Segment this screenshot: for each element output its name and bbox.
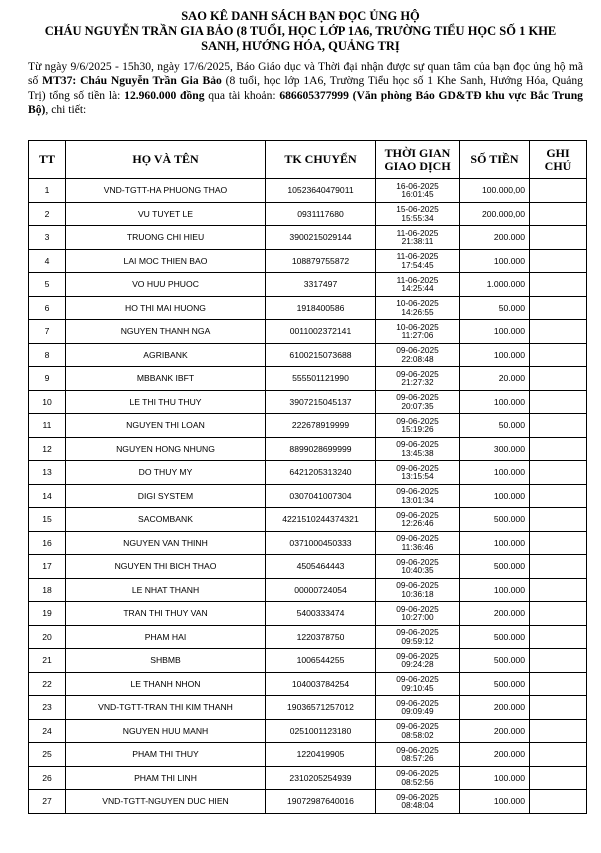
cell-date: 09-06-2025	[396, 627, 439, 638]
table-row	[29, 461, 587, 485]
table-row	[29, 766, 587, 790]
cell-note	[530, 390, 587, 414]
cell-amount: 500.000	[460, 649, 530, 673]
cell-tt: 27	[29, 790, 66, 814]
cell-amount: 100.000	[460, 249, 530, 273]
cell-tt: 1	[29, 179, 66, 203]
cell-amount: 500.000	[460, 508, 530, 532]
cell-account: 0307041007304	[266, 484, 376, 508]
cell-name: VND-TGTT-TRAN THI KIM THANH	[66, 696, 266, 720]
cell-note	[530, 649, 587, 673]
table-row	[29, 414, 587, 438]
cell-time	[376, 649, 460, 673]
cell-amount: 100.000	[460, 390, 530, 414]
cell-clock: 16:01:45	[401, 189, 434, 200]
cell-time	[376, 367, 460, 391]
cell-amount: 50.000	[460, 414, 530, 438]
table-row	[29, 578, 587, 602]
donor-table	[28, 140, 587, 814]
cell-name: NGUYEN THANH NGA	[66, 320, 266, 344]
cell-date: 11-06-2025	[396, 227, 439, 238]
cell-account: 8899028699999	[266, 437, 376, 461]
receiving-account: 686605377999 (Văn phòng Báo GD&TĐ khu vực Bắc Trung Bộ)	[28, 88, 583, 117]
cell-clock: 11:36:46	[401, 541, 434, 552]
cell-name: AGRIBANK	[66, 343, 266, 367]
cell-name: NGUYEN THI LOAN	[66, 414, 266, 438]
cell-date: 09-06-2025	[396, 603, 439, 614]
intro-text-3: qua tài khoản:	[204, 88, 280, 102]
cell-time	[376, 555, 460, 579]
title-line-1: SAO KÊ DANH SÁCH BẠN ĐỌC ỦNG HỘ	[181, 9, 420, 23]
header-time	[376, 141, 460, 179]
cell-time	[376, 226, 460, 250]
cell-tt: 6	[29, 296, 66, 320]
cell-account: 1006544255	[266, 649, 376, 673]
cell-time	[376, 672, 460, 696]
cell-tt: 18	[29, 578, 66, 602]
cell-tt: 10	[29, 390, 66, 414]
cell-clock: 09:10:45	[401, 682, 434, 693]
cell-clock: 10:40:35	[401, 565, 434, 576]
cell-amount: 100.000	[460, 766, 530, 790]
cell-clock: 09:09:49	[401, 706, 434, 717]
cell-date: 09-06-2025	[396, 744, 439, 755]
table-row	[29, 437, 587, 461]
cell-name: TRAN THI THUY VAN	[66, 602, 266, 626]
cell-time	[376, 719, 460, 743]
cell-date: 09-06-2025	[396, 415, 439, 426]
cell-note	[530, 696, 587, 720]
cell-tt: 13	[29, 461, 66, 485]
cell-account: 00000724054	[266, 578, 376, 602]
cell-clock: 13:01:34	[401, 494, 434, 505]
cell-time	[376, 273, 460, 297]
table-row	[29, 226, 587, 250]
table-row	[29, 602, 587, 626]
cell-account: 3900215029144	[266, 226, 376, 250]
cell-clock: 20:07:35	[401, 400, 434, 411]
cell-tt: 4	[29, 249, 66, 273]
cell-clock: 08:52:56	[401, 776, 434, 787]
cell-name: HO THI MAI HUONG	[66, 296, 266, 320]
table-row	[29, 625, 587, 649]
cell-name: PHAM THI LINH	[66, 766, 266, 790]
cell-name: LE NHAT THANH	[66, 578, 266, 602]
cell-name: SHBMB	[66, 649, 266, 673]
cell-note	[530, 320, 587, 344]
cell-name: VND-TGTT-HA PHUONG THAO	[66, 179, 266, 203]
cell-amount: 100.000	[460, 790, 530, 814]
table-row	[29, 696, 587, 720]
header-tt: TT	[29, 141, 66, 179]
cell-tt: 2	[29, 202, 66, 226]
cell-note	[530, 343, 587, 367]
cell-note	[530, 437, 587, 461]
cell-account: 19036571257012	[266, 696, 376, 720]
cell-time	[376, 602, 460, 626]
table-row	[29, 484, 587, 508]
cell-name: NGUYEN VAN THINH	[66, 531, 266, 555]
cell-clock: 09:24:28	[401, 659, 434, 670]
cell-time	[376, 296, 460, 320]
table-row	[29, 320, 587, 344]
cell-clock: 14:26:55	[401, 306, 434, 317]
cell-clock: 21:27:32	[401, 377, 434, 388]
cell-note	[530, 461, 587, 485]
cell-time	[376, 390, 460, 414]
cell-date: 09-06-2025	[396, 580, 439, 591]
cell-amount: 500.000	[460, 625, 530, 649]
cell-date: 09-06-2025	[396, 650, 439, 661]
cell-amount: 100.000	[460, 484, 530, 508]
cell-note	[530, 602, 587, 626]
cell-name: NGUYEN HONG NHUNG	[66, 437, 266, 461]
cell-tt: 21	[29, 649, 66, 673]
cell-time	[376, 766, 460, 790]
table-row	[29, 179, 587, 203]
table-row	[29, 367, 587, 391]
cell-clock: 11:27:06	[401, 330, 434, 341]
cell-name: PHAM THI THUY	[66, 743, 266, 767]
cell-note	[530, 790, 587, 814]
document-title	[0, 0, 601, 54]
cell-date: 10-06-2025	[396, 321, 439, 332]
cell-amount: 300.000	[460, 437, 530, 461]
cell-time	[376, 202, 460, 226]
cell-tt: 3	[29, 226, 66, 250]
cell-tt: 19	[29, 602, 66, 626]
cell-account: 0371000450333	[266, 531, 376, 555]
cell-clock: 10:36:18	[401, 588, 434, 599]
cell-tt: 12	[29, 437, 66, 461]
header-time-line-1: THỜI GIAN	[384, 145, 451, 160]
cell-time	[376, 625, 460, 649]
cell-note	[530, 484, 587, 508]
cell-clock: 17:54:45	[401, 259, 434, 270]
table-row	[29, 531, 587, 555]
cell-amount: 20.000	[460, 367, 530, 391]
cell-clock: 09:59:12	[401, 635, 434, 646]
table-row	[29, 273, 587, 297]
table-row	[29, 555, 587, 579]
cell-note	[530, 202, 587, 226]
cell-date: 09-06-2025	[396, 674, 439, 685]
cell-amount: 100.000	[460, 531, 530, 555]
cell-tt: 17	[29, 555, 66, 579]
cell-date: 09-06-2025	[396, 345, 439, 356]
cell-tt: 11	[29, 414, 66, 438]
cell-account: 104003784254	[266, 672, 376, 696]
cell-amount: 200.000,00	[460, 202, 530, 226]
cell-tt: 5	[29, 273, 66, 297]
cell-tt: 9	[29, 367, 66, 391]
cell-time	[376, 508, 460, 532]
cell-account: 3317497	[266, 273, 376, 297]
table-row	[29, 649, 587, 673]
intro-text-2: (8 tuổi, học lớp 1A6, Trường Tiểu học số 1 Khe Sanh, Hướng Hóa, Quảng Trị) tổng số tiền là:	[28, 74, 583, 102]
header-note-line-1: GHI	[546, 145, 570, 160]
cell-account: 108879755872	[266, 249, 376, 273]
cell-tt: 8	[29, 343, 66, 367]
cell-name: VND-TGTT-NGUYEN DUC HIEN	[66, 790, 266, 814]
cell-clock: 08:48:04	[401, 800, 434, 811]
cell-account: 6421205313240	[266, 461, 376, 485]
header-amount: SỐ TIỀN	[460, 141, 530, 179]
cell-note	[530, 625, 587, 649]
cell-account: 5400333474	[266, 602, 376, 626]
table-row	[29, 202, 587, 226]
cell-amount: 500.000	[460, 672, 530, 696]
cell-time	[376, 343, 460, 367]
cell-amount: 100.000	[460, 320, 530, 344]
cell-note	[530, 766, 587, 790]
table-header-row	[29, 141, 587, 179]
total-amount: 12.960.000 đồng	[124, 88, 205, 102]
cell-date: 09-06-2025	[396, 439, 439, 450]
table-row	[29, 390, 587, 414]
cell-name: NGUYEN THI BICH THAO	[66, 555, 266, 579]
cell-account: 4221510244374321	[266, 508, 376, 532]
cell-clock: 08:57:26	[401, 753, 434, 764]
cell-tt: 14	[29, 484, 66, 508]
cell-name: DIGI SYSTEM	[66, 484, 266, 508]
cell-account: 0931117680	[266, 202, 376, 226]
cell-name: MBBANK IBFT	[66, 367, 266, 391]
cell-time	[376, 320, 460, 344]
intro-text-4: , chi tiết:	[45, 103, 87, 117]
cell-time	[376, 790, 460, 814]
cell-tt: 7	[29, 320, 66, 344]
cell-account: 222678919999	[266, 414, 376, 438]
cell-tt: 25	[29, 743, 66, 767]
table-row	[29, 790, 587, 814]
cell-amount: 200.000	[460, 226, 530, 250]
cell-note	[530, 719, 587, 743]
cell-date: 09-06-2025	[396, 486, 439, 497]
cell-tt: 15	[29, 508, 66, 532]
intro-paragraph	[28, 60, 583, 118]
cell-amount: 100.000	[460, 461, 530, 485]
cell-name: LAI MOC THIEN BAO	[66, 249, 266, 273]
cell-account: 1918400586	[266, 296, 376, 320]
cell-date: 10-06-2025	[396, 298, 439, 309]
header-note	[530, 141, 587, 179]
cell-amount: 500.000	[460, 555, 530, 579]
cell-time	[376, 437, 460, 461]
cell-note	[530, 367, 587, 391]
cell-date: 11-06-2025	[396, 251, 439, 262]
cell-name: DO THUY MY	[66, 461, 266, 485]
cell-time	[376, 414, 460, 438]
cell-account: 555501121990	[266, 367, 376, 391]
cell-clock: 14:25:44	[401, 283, 434, 294]
cell-date: 09-06-2025	[396, 556, 439, 567]
cell-name: LE THI THU THUY	[66, 390, 266, 414]
cell-amount: 100.000	[460, 578, 530, 602]
cell-amount: 100.000	[460, 343, 530, 367]
cell-name: VO HUU PHUOC	[66, 273, 266, 297]
cell-clock: 13:45:38	[401, 447, 434, 458]
cell-date: 09-06-2025	[396, 697, 439, 708]
header-account: TK CHUYỂN	[266, 141, 376, 179]
cell-account: 19072987640016	[266, 790, 376, 814]
cell-time	[376, 461, 460, 485]
cell-note	[530, 743, 587, 767]
cell-clock: 08:58:02	[401, 729, 434, 740]
cell-date: 09-06-2025	[396, 791, 439, 802]
cell-note	[530, 296, 587, 320]
cell-clock: 15:19:26	[401, 424, 434, 435]
cell-name: SACOMBANK	[66, 508, 266, 532]
cell-account: 0011002372141	[266, 320, 376, 344]
table-row	[29, 743, 587, 767]
cell-clock: 10:27:00	[401, 612, 434, 623]
cell-note	[530, 672, 587, 696]
table-row	[29, 249, 587, 273]
cell-clock: 15:55:34	[401, 212, 434, 223]
cell-date: 09-06-2025	[396, 368, 439, 379]
cell-account: 3907215045137	[266, 390, 376, 414]
cell-account: 4505464443	[266, 555, 376, 579]
cell-date: 11-06-2025	[396, 274, 439, 285]
donation-code: MT37: Cháu Nguyễn Trần Gia Bảo	[42, 74, 222, 88]
table-row	[29, 343, 587, 367]
cell-time	[376, 484, 460, 508]
cell-note	[530, 531, 587, 555]
table-row	[29, 296, 587, 320]
cell-date: 09-06-2025	[396, 721, 439, 732]
table-row	[29, 719, 587, 743]
cell-date: 09-06-2025	[396, 392, 439, 403]
cell-note	[530, 226, 587, 250]
cell-time	[376, 179, 460, 203]
table-row	[29, 672, 587, 696]
cell-account: 2310205254939	[266, 766, 376, 790]
header-note-line-2: CHÚ	[544, 158, 572, 173]
cell-tt: 20	[29, 625, 66, 649]
cell-clock: 13:15:54	[401, 471, 434, 482]
cell-amount: 100.000,00	[460, 179, 530, 203]
cell-tt: 24	[29, 719, 66, 743]
header-name: HỌ VÀ TÊN	[66, 141, 266, 179]
cell-time	[376, 743, 460, 767]
intro-text-1: Từ ngày 9/6/2025 - 15h30, ngày 17/6/2025, Báo Giáo dục và Thời đại nhận được sự quan tâm của bạn đọc ủng hộ mã số	[28, 60, 583, 88]
cell-date: 09-06-2025	[396, 509, 439, 520]
cell-time	[376, 249, 460, 273]
cell-note	[530, 414, 587, 438]
cell-note	[530, 508, 587, 532]
table-body	[29, 179, 587, 814]
title-line-2: CHÁU NGUYỄN TRẦN GIA BẢO (8 TUỔI, HỌC LỚP 1A6, TRƯỜNG TIỂU HỌC SỐ 1 KHE	[44, 24, 557, 38]
cell-amount: 200.000	[460, 719, 530, 743]
cell-name: TRUONG CHI HIEU	[66, 226, 266, 250]
cell-clock: 12:26:46	[401, 518, 434, 529]
cell-account: 1220378750	[266, 625, 376, 649]
cell-name: PHAM HAI	[66, 625, 266, 649]
cell-date: 16-06-2025	[396, 180, 439, 191]
cell-account: 0251001123180	[266, 719, 376, 743]
cell-account: 1220419905	[266, 743, 376, 767]
cell-amount: 200.000	[460, 696, 530, 720]
cell-tt: 26	[29, 766, 66, 790]
cell-amount: 50.000	[460, 296, 530, 320]
cell-time	[376, 531, 460, 555]
cell-note	[530, 273, 587, 297]
cell-account: 6100215073688	[266, 343, 376, 367]
header-time-line-2: GIAO DỊCH	[384, 158, 451, 173]
cell-clock: 21:38:11	[401, 236, 434, 247]
cell-name: LE THANH NHON	[66, 672, 266, 696]
cell-amount: 200.000	[460, 602, 530, 626]
cell-tt: 22	[29, 672, 66, 696]
cell-clock: 22:08:48	[401, 353, 434, 364]
cell-tt: 16	[29, 531, 66, 555]
cell-note	[530, 249, 587, 273]
cell-name: VU TUYET LE	[66, 202, 266, 226]
cell-name: NGUYEN HUU MANH	[66, 719, 266, 743]
cell-note	[530, 555, 587, 579]
cell-time	[376, 578, 460, 602]
cell-date: 09-06-2025	[396, 462, 439, 473]
cell-date: 09-06-2025	[396, 533, 439, 544]
cell-amount: 200.000	[460, 743, 530, 767]
cell-tt: 23	[29, 696, 66, 720]
cell-note	[530, 179, 587, 203]
title-line-3: SANH, HƯỚNG HÓA, QUẢNG TRỊ	[201, 39, 400, 53]
table-row	[29, 508, 587, 532]
cell-note	[530, 578, 587, 602]
cell-date: 09-06-2025	[396, 768, 439, 779]
cell-amount: 1.000.000	[460, 273, 530, 297]
cell-account: 10523640479011	[266, 179, 376, 203]
cell-date: 15-06-2025	[396, 204, 439, 215]
cell-time	[376, 696, 460, 720]
